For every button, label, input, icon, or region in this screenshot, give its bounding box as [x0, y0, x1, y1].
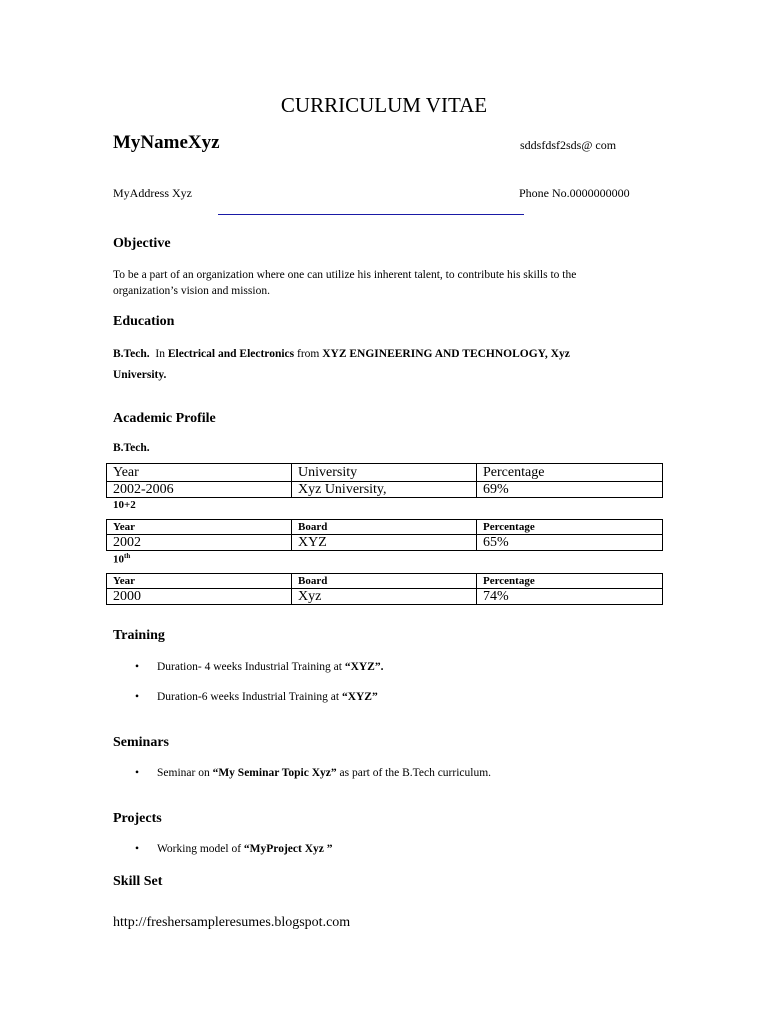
- tenth-table: [106, 573, 663, 605]
- document-title: CURRICULUM VITAE: [280, 93, 488, 117]
- objective-heading: Objective: [113, 236, 171, 251]
- btech-table: [106, 463, 663, 498]
- table-header-cell: Year: [107, 464, 292, 482]
- training-item-text: Duration-6 weeks Industrial Training at: [157, 691, 342, 703]
- education-details: [113, 344, 613, 386]
- seminar-prefix: Seminar on: [157, 767, 213, 779]
- bullet-icon: •: [135, 691, 140, 703]
- seminars-heading: Seminars: [113, 735, 169, 750]
- phone-number: Phone No.0000000000: [519, 186, 630, 200]
- academic-profile-heading: Academic Profile: [113, 411, 216, 426]
- btech-label: B.Tech.: [113, 442, 150, 454]
- table-header-cell: Board: [292, 574, 477, 589]
- table-header-cell: Year: [107, 574, 292, 589]
- table-header-cell: Board: [292, 520, 477, 535]
- training-item-text: Duration- 4 weeks Industrial Training at: [157, 661, 345, 673]
- education-in-word: In: [155, 348, 165, 360]
- table-cell: Xyz: [292, 589, 477, 605]
- tenth-label-sup: th: [124, 552, 131, 560]
- projects-heading: Projects: [113, 811, 162, 826]
- postal-address: MyAddress Xyz: [113, 186, 192, 200]
- table-header-cell: Percentage: [477, 574, 663, 589]
- table-cell: 74%: [477, 589, 663, 605]
- table-header-cell: Percentage: [477, 520, 663, 535]
- tenth-label-main: 10: [113, 553, 124, 566]
- twelfth-label: 10+2: [113, 499, 136, 511]
- table-cell: 69%: [477, 482, 663, 498]
- tenth-label: [113, 552, 130, 566]
- twelfth-table: [106, 519, 663, 551]
- seminar-suffix: as part of the B.Tech curriculum.: [336, 767, 492, 779]
- table-cell: Xyz University,: [292, 482, 477, 498]
- list-item: [135, 843, 332, 855]
- project-prefix: Working model of: [157, 843, 244, 855]
- education-from-word: from: [297, 348, 320, 360]
- email-address: sddsfdsf2sds@ com: [520, 138, 617, 152]
- list-item: [135, 767, 491, 779]
- table-header-cell: Year: [107, 520, 292, 535]
- footer-url: http://freshersampleresumes.blogspot.com: [113, 915, 351, 930]
- header-divider: [218, 214, 524, 215]
- objective-text: To be a part of an organization where one can utilize his inherent talent, to contribute his skills to the organization’s vision and mission.: [113, 269, 577, 297]
- table-cell: 2002: [107, 535, 292, 551]
- list-item: [135, 691, 378, 703]
- table-header-cell: University: [292, 464, 477, 482]
- bullet-icon: •: [135, 843, 140, 855]
- table-cell: 2000: [107, 589, 292, 605]
- bullet-icon: •: [135, 767, 140, 779]
- table-cell: XYZ: [292, 535, 477, 551]
- education-college: XYZ ENGINEERING AND TECHNOLOGY, Xyz University.: [113, 348, 570, 381]
- table-row: [107, 482, 663, 498]
- training-item-bold: “XYZ”.: [344, 661, 384, 673]
- education-heading: Education: [113, 314, 175, 329]
- education-branch: Electrical and Electronics: [167, 348, 295, 360]
- bullet-icon: •: [135, 661, 140, 673]
- table-header-cell: Percentage: [477, 464, 663, 482]
- table-cell: 65%: [477, 535, 663, 551]
- table-row: [107, 589, 663, 605]
- skill-set-heading: Skill Set: [113, 874, 163, 889]
- table-row: [107, 535, 663, 551]
- table-header-row: [107, 520, 663, 535]
- table-header-row: [107, 574, 663, 589]
- seminar-topic: “My Seminar Topic Xyz”: [212, 767, 337, 779]
- training-item-bold: “XYZ”: [341, 691, 378, 703]
- education-degree: B.Tech.: [113, 348, 150, 360]
- list-item: [135, 661, 383, 673]
- project-name: “MyProject Xyz ”: [243, 843, 333, 855]
- table-cell: 2002-2006: [107, 482, 292, 498]
- table-header-row: [107, 464, 663, 482]
- training-heading: Training: [113, 628, 165, 643]
- candidate-name: MyNameXyz: [113, 132, 220, 153]
